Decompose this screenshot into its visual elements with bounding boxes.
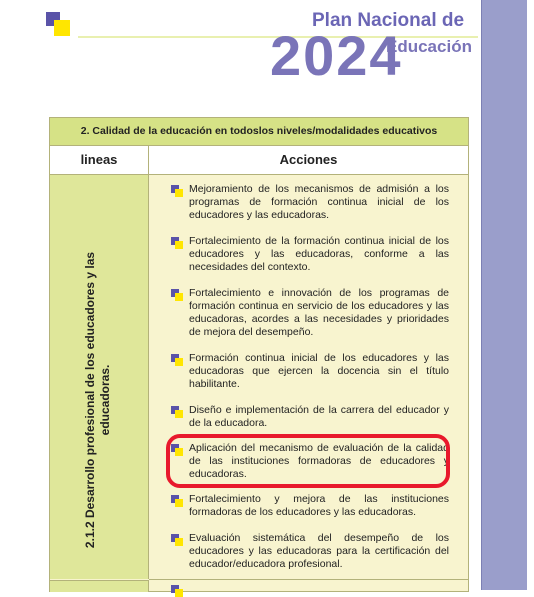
- action-item: Fortalecimiento e innovación de los programas de formación continua en servicio de los educadores y las educadoras, acordes a las necesidades y prioridades de mejora del desempeño.: [189, 287, 449, 338]
- column-header-acciones: Acciones: [279, 152, 338, 167]
- action-item: Formación continua inicial de los educadores y las educadoras que ejercen la docencia sin el título habilitante.: [189, 352, 449, 390]
- header-subtitle: Educación: [386, 37, 472, 56]
- header-plan-title: Plan Nacional de: [312, 10, 465, 31]
- bullet-icon: [171, 406, 183, 418]
- side-decorative-band: [482, 0, 527, 590]
- highlight-annotation: [166, 434, 450, 488]
- bullet-icon: [171, 354, 183, 366]
- bullet-icon: [171, 237, 183, 249]
- actions-table: [49, 117, 469, 592]
- bullet-icon: [171, 289, 183, 301]
- column-header-lineas: lineas: [50, 146, 149, 174]
- bullet-icon: [171, 534, 183, 546]
- action-item-highlighted: Aplicación del mecanismo de evaluación de la calidad de las instituciones formadoras de educadores y educadoras.: [189, 442, 449, 480]
- bullet-icon: [171, 495, 183, 507]
- action-item: Evaluación sistemática del desempeño de los educadores y las educadoras para la certificación del educador/educadora profesional.: [189, 532, 449, 570]
- side-divider: [481, 0, 482, 590]
- action-item: Mejoramiento de los mecanismos de admisión a los programas de formación continua inicial de los educadores y las educadoras.: [189, 183, 449, 221]
- row-divider: [149, 579, 468, 580]
- logo-squares-icon: [46, 12, 74, 40]
- table-column-headers: [50, 146, 468, 175]
- linea-label: 2.1.2 Desarrollo profesional de los educadores y las educadoras.: [83, 251, 112, 549]
- table-title: 2. Calidad de la educación en todoslos niveles/modalidades educativos: [50, 118, 468, 146]
- header-year: 2024: [270, 24, 403, 87]
- bullet-icon: [171, 585, 183, 597]
- linea-cell: [50, 175, 149, 579]
- next-linea-cell: [50, 580, 149, 592]
- action-item: Fortalecimiento y mejora de las instituciones formadoras de los educadores y las educadoras.: [189, 493, 449, 518]
- bullet-icon: [171, 185, 183, 197]
- action-item: Diseño e implementación de la carrera del educador y de la educadora.: [189, 404, 449, 429]
- action-item: Fortalecimiento de la formación continua inicial de los educadores y las educadoras, conforme a las necesidades del contexto.: [189, 235, 449, 273]
